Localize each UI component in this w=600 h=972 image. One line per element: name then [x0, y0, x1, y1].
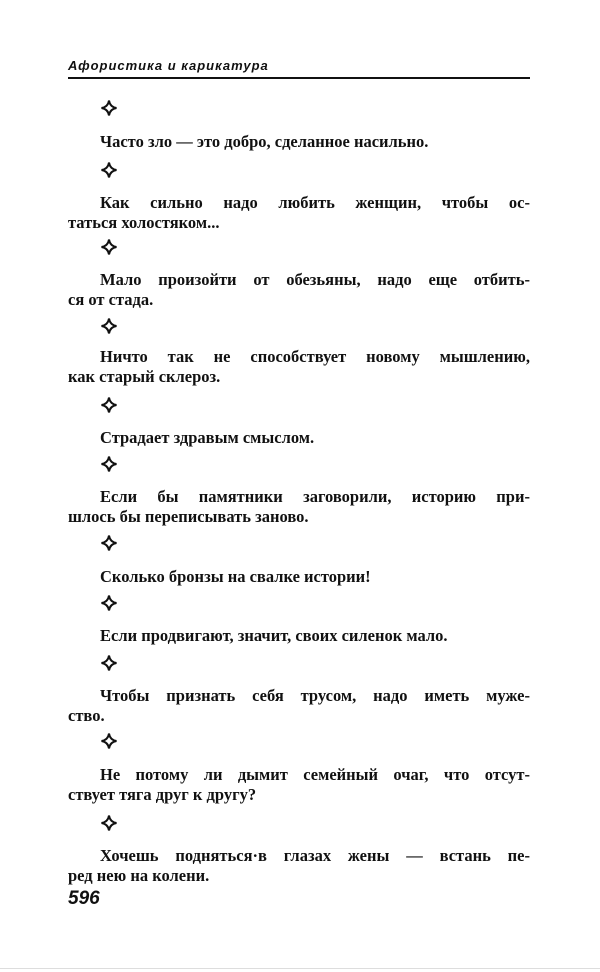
aphorism-line: как старый склероз. [68, 367, 221, 386]
four-point-star-icon [101, 162, 117, 178]
four-point-star-icon [101, 595, 117, 611]
aphorism-line: Часто зло — это добро, сделанное насильно. [100, 132, 429, 151]
four-point-star-icon [101, 535, 117, 551]
four-point-star-icon [101, 239, 117, 255]
four-point-star-icon [101, 815, 117, 831]
four-point-star-icon [101, 655, 117, 671]
aphorism-line: Страдает здравым смыслом. [100, 428, 315, 447]
aphorism-line: Чтобы признать себя трусом, надо иметь муже- [100, 686, 530, 705]
aphorism-line: Ничто так не способствует новому мышлению, [100, 347, 530, 366]
aphorism-line: ся от стада. [68, 290, 154, 309]
four-point-star-icon [101, 733, 117, 749]
four-point-star-icon [101, 456, 117, 472]
aphorism-line: таться холостяком... [68, 213, 220, 232]
aphorism-line: Хочешь подняться·в глазах жены — встань пе- [100, 846, 530, 865]
aphorism-line: Мало произойти от обезьяны, надо еще отбить- [100, 270, 530, 289]
aphorism-line: ред нею на колени. [68, 866, 210, 885]
page-number: 596 [68, 888, 100, 909]
four-point-star-icon [101, 318, 117, 334]
aphorism-line: Если продвигают, значит, своих силенок мало. [100, 626, 448, 645]
four-point-star-icon [101, 100, 117, 116]
aphorism-line: ствует тяга друг к другу? [68, 785, 257, 804]
header-rule [68, 77, 530, 79]
aphorism-line: ство. [68, 706, 105, 725]
four-point-star-icon [101, 397, 117, 413]
aphorism-line: Если бы памятники заговорили, историю при- [100, 487, 530, 506]
aphorism-line: Не потому ли дымит семейный очаг, что отсут- [100, 765, 530, 784]
aphorism-line: шлось бы переписывать заново. [68, 507, 309, 526]
aphorism-line: Сколько бронзы на свалке истории! [100, 567, 371, 586]
page-edge [0, 968, 600, 969]
aphorism-line: Как сильно надо любить женщин, чтобы ос- [100, 193, 530, 212]
running-header: Афористика и карикатура [68, 58, 269, 73]
